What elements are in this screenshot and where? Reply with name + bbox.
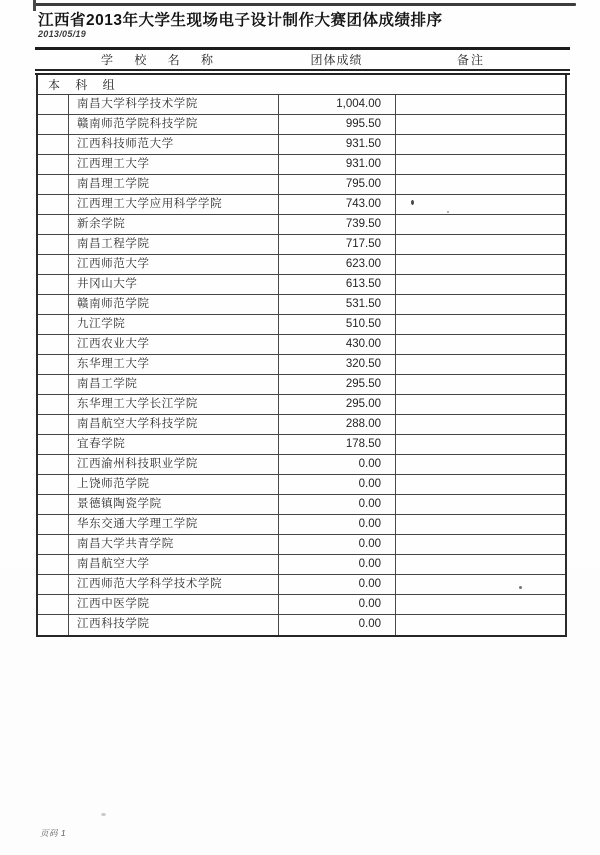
table-row bbox=[38, 195, 565, 215]
remarks-cell bbox=[396, 475, 565, 494]
school-name-cell: 江西师范大学科学技术学院 bbox=[69, 575, 279, 594]
team-score-cell: 931.00 bbox=[279, 155, 396, 174]
remarks-cell bbox=[396, 315, 565, 334]
team-score-cell: 320.50 bbox=[279, 355, 396, 374]
team-score-cell: 0.00 bbox=[279, 615, 396, 635]
school-name-cell: 江西师范大学 bbox=[69, 255, 279, 274]
school-name-cell: 江西农业大学 bbox=[69, 335, 279, 354]
table-row bbox=[38, 95, 565, 115]
team-score-cell: 288.00 bbox=[279, 415, 396, 434]
school-name-cell: 东华理工大学长江学院 bbox=[69, 395, 279, 414]
row-index-cell bbox=[38, 135, 69, 154]
table-row bbox=[38, 115, 565, 135]
table-row bbox=[38, 615, 565, 635]
remarks-cell bbox=[396, 115, 565, 134]
school-name-cell: 东华理工大学 bbox=[69, 355, 279, 374]
team-score-cell: 531.50 bbox=[279, 295, 396, 314]
school-name-cell: 宜春学院 bbox=[69, 435, 279, 454]
row-index-cell bbox=[38, 355, 69, 374]
school-name-cell: 景德镇陶瓷学院 bbox=[69, 495, 279, 514]
row-index-cell bbox=[38, 475, 69, 494]
dot-artifact bbox=[447, 211, 449, 213]
remarks-cell bbox=[396, 575, 565, 594]
school-name-cell: 江西科技师范大学 bbox=[69, 135, 279, 154]
remarks-cell bbox=[396, 535, 565, 554]
school-name-cell: 南昌工程学院 bbox=[69, 235, 279, 254]
row-index-cell bbox=[38, 395, 69, 414]
row-index-cell bbox=[38, 295, 69, 314]
row-index-cell bbox=[38, 535, 69, 554]
remarks-cell bbox=[396, 195, 565, 214]
team-score-cell: 995.50 bbox=[279, 115, 396, 134]
table-row bbox=[38, 235, 565, 255]
row-index-cell bbox=[38, 115, 69, 134]
table-row bbox=[38, 415, 565, 435]
row-index-cell bbox=[38, 455, 69, 474]
table-row bbox=[38, 495, 565, 515]
table-row bbox=[38, 215, 565, 235]
row-index-cell bbox=[38, 195, 69, 214]
school-name-cell: 南昌航空大学 bbox=[69, 555, 279, 574]
team-score-cell: 0.00 bbox=[279, 515, 396, 534]
remarks-cell bbox=[396, 355, 565, 374]
school-name-cell: 井冈山大学 bbox=[69, 275, 279, 294]
table-row bbox=[38, 275, 565, 295]
row-index-cell bbox=[38, 155, 69, 174]
team-score-cell: 613.50 bbox=[279, 275, 396, 294]
table-row bbox=[38, 175, 565, 195]
table-row bbox=[38, 135, 565, 155]
team-score-cell: 430.00 bbox=[279, 335, 396, 354]
team-score-cell: 0.00 bbox=[279, 495, 396, 514]
table-row bbox=[38, 435, 565, 455]
row-index-cell bbox=[38, 555, 69, 574]
school-name-cell: 南昌工学院 bbox=[69, 375, 279, 394]
row-index-cell bbox=[38, 595, 69, 614]
team-score-cell: 1,004.00 bbox=[279, 95, 396, 114]
document-date: 2013/05/19 bbox=[38, 29, 87, 39]
table-row bbox=[38, 355, 565, 375]
school-name-cell: 华东交通大学理工学院 bbox=[69, 515, 279, 534]
team-score-cell: 623.00 bbox=[279, 255, 396, 274]
team-score-cell: 743.00 bbox=[279, 195, 396, 214]
row-index-cell bbox=[38, 375, 69, 394]
row-index-cell bbox=[38, 435, 69, 454]
remarks-cell bbox=[396, 335, 565, 354]
remarks-cell bbox=[396, 415, 565, 434]
table-header-row bbox=[36, 50, 569, 69]
team-score-cell: 0.00 bbox=[279, 535, 396, 554]
team-score-cell: 0.00 bbox=[279, 475, 396, 494]
team-score-cell: 739.50 bbox=[279, 215, 396, 234]
team-score-cell: 178.50 bbox=[279, 435, 396, 454]
remarks-cell bbox=[396, 515, 565, 534]
table-body bbox=[38, 95, 565, 635]
row-index-cell bbox=[38, 175, 69, 194]
row-index-cell bbox=[38, 315, 69, 334]
team-score-cell: 295.00 bbox=[279, 395, 396, 414]
school-name-cell: 南昌航空大学科技学院 bbox=[69, 415, 279, 434]
row-index-cell bbox=[38, 275, 69, 294]
team-score-cell: 0.00 bbox=[279, 555, 396, 574]
team-score-cell: 0.00 bbox=[279, 575, 396, 594]
table-row bbox=[38, 255, 565, 275]
table-row bbox=[38, 535, 565, 555]
table-row bbox=[38, 515, 565, 535]
school-name-cell: 南昌大学科学技术学院 bbox=[69, 95, 279, 114]
table-row bbox=[38, 155, 565, 175]
column-header-remarks: 备注 bbox=[457, 53, 486, 67]
team-score-cell: 0.00 bbox=[279, 595, 396, 614]
column-header-score: 团体成绩 bbox=[310, 53, 363, 67]
school-name-cell: 江西中医学院 bbox=[69, 595, 279, 614]
table-row bbox=[38, 295, 565, 315]
table-row bbox=[38, 475, 565, 495]
scan-corner-artifact bbox=[33, 0, 36, 11]
table-row bbox=[38, 335, 565, 355]
remarks-cell bbox=[396, 435, 565, 454]
remarks-cell bbox=[396, 215, 565, 234]
row-index-cell bbox=[38, 495, 69, 514]
team-score-cell: 717.50 bbox=[279, 235, 396, 254]
remarks-cell bbox=[396, 455, 565, 474]
row-index-cell bbox=[38, 335, 69, 354]
dot-artifact bbox=[519, 586, 522, 589]
remarks-cell bbox=[396, 175, 565, 194]
school-name-cell: 南昌理工学院 bbox=[69, 175, 279, 194]
school-name-cell: 赣南师范学院 bbox=[69, 295, 279, 314]
school-name-cell: 上饶师范学院 bbox=[69, 475, 279, 494]
document-title: 江西省2013年大学生现场电子设计制作大赛团体成绩排序 bbox=[38, 12, 443, 29]
team-score-cell: 931.50 bbox=[279, 135, 396, 154]
results-table bbox=[36, 75, 567, 637]
row-index-cell bbox=[38, 235, 69, 254]
school-name-cell: 江西渝州科技职业学院 bbox=[69, 455, 279, 474]
row-index-cell bbox=[38, 215, 69, 234]
team-score-cell: 795.00 bbox=[279, 175, 396, 194]
school-name-cell: 江西理工大学 bbox=[69, 155, 279, 174]
team-score-cell: 0.00 bbox=[279, 455, 396, 474]
row-index-cell bbox=[38, 415, 69, 434]
row-index-cell bbox=[38, 615, 69, 635]
school-name-cell: 赣南师范学院科技学院 bbox=[69, 115, 279, 134]
remarks-cell bbox=[396, 295, 565, 314]
ink-mark-artifact bbox=[411, 200, 414, 205]
remarks-cell bbox=[396, 275, 565, 294]
row-index-cell bbox=[38, 515, 69, 534]
remarks-cell bbox=[396, 155, 565, 174]
row-index-cell bbox=[38, 95, 69, 114]
remarks-cell bbox=[396, 555, 565, 574]
remarks-cell bbox=[396, 135, 565, 154]
page-number-footer: 页码 1 bbox=[40, 828, 67, 838]
remarks-cell bbox=[396, 375, 565, 394]
remarks-cell bbox=[396, 595, 565, 614]
remarks-cell bbox=[396, 235, 565, 254]
school-name-cell: 九江学院 bbox=[69, 315, 279, 334]
school-name-cell: 江西理工大学应用科学学院 bbox=[69, 195, 279, 214]
column-header-school: 学 校 名 称 bbox=[100, 53, 222, 67]
table-row bbox=[38, 595, 565, 615]
table-row bbox=[38, 315, 565, 335]
remarks-cell bbox=[396, 495, 565, 514]
smudge-artifact bbox=[101, 813, 106, 816]
row-index-cell bbox=[38, 575, 69, 594]
scan-top-edge-artifact bbox=[35, 3, 576, 6]
school-name-cell: 新余学院 bbox=[69, 215, 279, 234]
team-score-cell: 295.50 bbox=[279, 375, 396, 394]
table-row bbox=[38, 455, 565, 475]
remarks-cell bbox=[396, 395, 565, 414]
remarks-cell bbox=[396, 255, 565, 274]
school-name-cell: 江西科技学院 bbox=[69, 615, 279, 635]
school-name-cell: 南昌大学共青学院 bbox=[69, 535, 279, 554]
table-row bbox=[38, 395, 565, 415]
group-row-undergraduate: 本 科 组 bbox=[38, 75, 565, 95]
remarks-cell bbox=[396, 95, 565, 114]
remarks-cell bbox=[396, 615, 565, 635]
table-row bbox=[38, 575, 565, 595]
table-row bbox=[38, 555, 565, 575]
team-score-cell: 510.50 bbox=[279, 315, 396, 334]
row-index-cell bbox=[38, 255, 69, 274]
table-row bbox=[38, 375, 565, 395]
